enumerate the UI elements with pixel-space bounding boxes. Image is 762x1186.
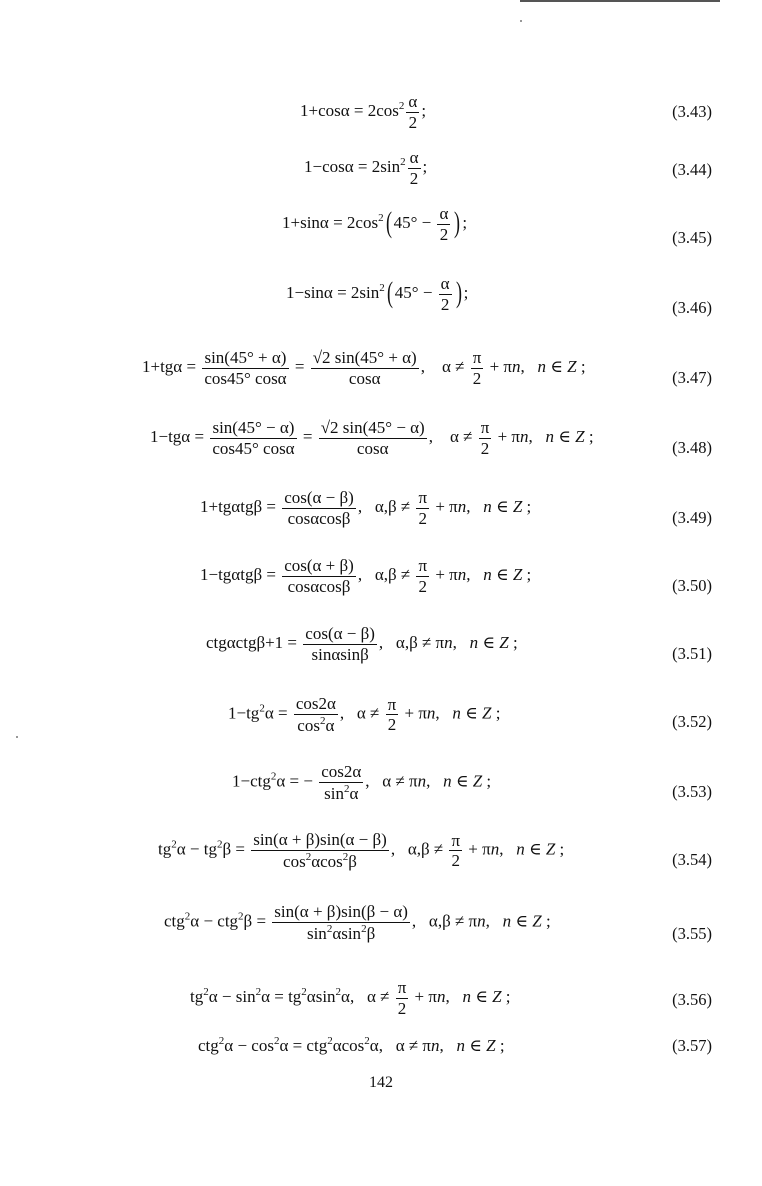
formula-3-48: 1−tgα = $\frac{\sin(45^\circ - \alpha)}{\cos 45^\circ \cos\alpha}$ = $\frac{√2 \sin(45^\circ - \alpha)}{\cos\alpha}$ , α ≠ $\frac{\pi}{2}$ + πn, n ∈ Z ; [150,418,594,458]
scan-speck [520,20,522,22]
formula-3-46: $1-\sin\alpha = 2\sin^2$( 45° − $\frac{\alpha}{2}$ ) ; [286,274,469,314]
formula-3-43: $1+\cos\alpha = 2\cos^2$ $\frac{\alpha}{2}$ ; [300,92,427,132]
equation-number: (3.56) [672,990,712,1009]
equation-number: (3.49) [672,508,712,527]
formula-3-54: $tg^2\alpha - tg^2\beta$ = $\frac{\sin(\alpha + \beta)\sin(\alpha - \beta)}{\cos^2\alpha\cos^2\beta}$ , α,β ≠ $\frac{\pi}{2}$ + πn, n ∈ Z ; [158,830,565,871]
equation-number: (3.55) [672,924,712,943]
equation-number: (3.46) [672,298,712,317]
formula-3-45: $1+\sin\alpha = 2\cos^2$( 45° − $\frac{\alpha}{2}$ ) ; [282,204,468,244]
formula-3-56: $tg^2\alpha - \sin^2\alpha = tg^2\alpha\sin^2\alpha$, α ≠ $\frac{\pi}{2}$ + πn, n ∈ Z ; [190,978,511,1018]
equation-number: (3.50) [672,576,712,595]
formula-3-44: $1-\cos\alpha = 2\sin^2$ $\frac{\alpha}{2}$ ; [304,148,428,188]
scan-speck [16,736,18,738]
equation-number: (3.45) [672,228,712,247]
formula-3-50: 1−tgαtgβ = $\frac{\cos(\alpha + \beta)}{\cos\alpha\cos\beta}$ , α,β ≠ $\frac{\pi}{2}$ + πn, n ∈ Z ; [200,556,532,596]
equation-number: (3.44) [672,160,712,179]
equation-number: (3.51) [672,644,712,663]
formula-3-53: 1−ctg$^2$α = − $\frac{\cos 2\alpha}{\sin^2\alpha}$ , α ≠ πn, n ∈ Z ; [232,762,492,803]
equation-number: (3.43) [672,102,712,121]
formula-3-49: 1+tgαtgβ = $\frac{\cos(\alpha - \beta)}{\cos\alpha\cos\beta}$ , α,β ≠ $\frac{\pi}{2}$ + πn, n ∈ Z ; [200,488,532,528]
formula-3-51: ctgαctgβ+1 = $\frac{\cos(\alpha - \beta)}{\sin\alpha\sin\beta}$ , α,β ≠ πn, n ∈ Z ; [206,624,518,664]
equation-number: (3.47) [672,368,712,387]
page-edge-line [520,0,720,2]
formula-3-47: 1+tgα = $\frac{\sin(45^\circ + \alpha)}{\cos 45^\circ \cos\alpha}$ = $\frac{√2 \sin(45^\circ + \alpha)}{\cos\alpha}$ , α ≠ $\frac{\pi}{2}$ + πn, n ∈ Z ; [142,348,586,388]
formula-3-52: $1-tg^2\alpha$ = $\frac{\cos 2\alpha}{\cos^2\alpha}$ , α ≠ $\frac{\pi}{2}$ + πn, n ∈ Z ; [228,694,501,735]
formula-3-57: $ctg^2\alpha - \cos^2\alpha = ctg^2\alpha\cos^2\alpha$, α ≠ πn, n ∈ Z ; [198,1035,505,1055]
page-number: 142 [369,1074,393,1091]
equation-number: (3.53) [672,782,712,801]
formula-3-55: ctg$^2$α − ctg$^2$β = $\frac{\sin(\alpha + \beta)\sin(\beta - \alpha)}{\sin^2\alpha\sin^2\beta}$ , α,β ≠ πn, n ∈ Z ; [164,902,551,943]
equation-number: (3.52) [672,712,712,731]
equation-number: (3.54) [672,850,712,869]
equation-number: (3.48) [672,438,712,457]
equation-number: (3.57) [672,1036,712,1055]
